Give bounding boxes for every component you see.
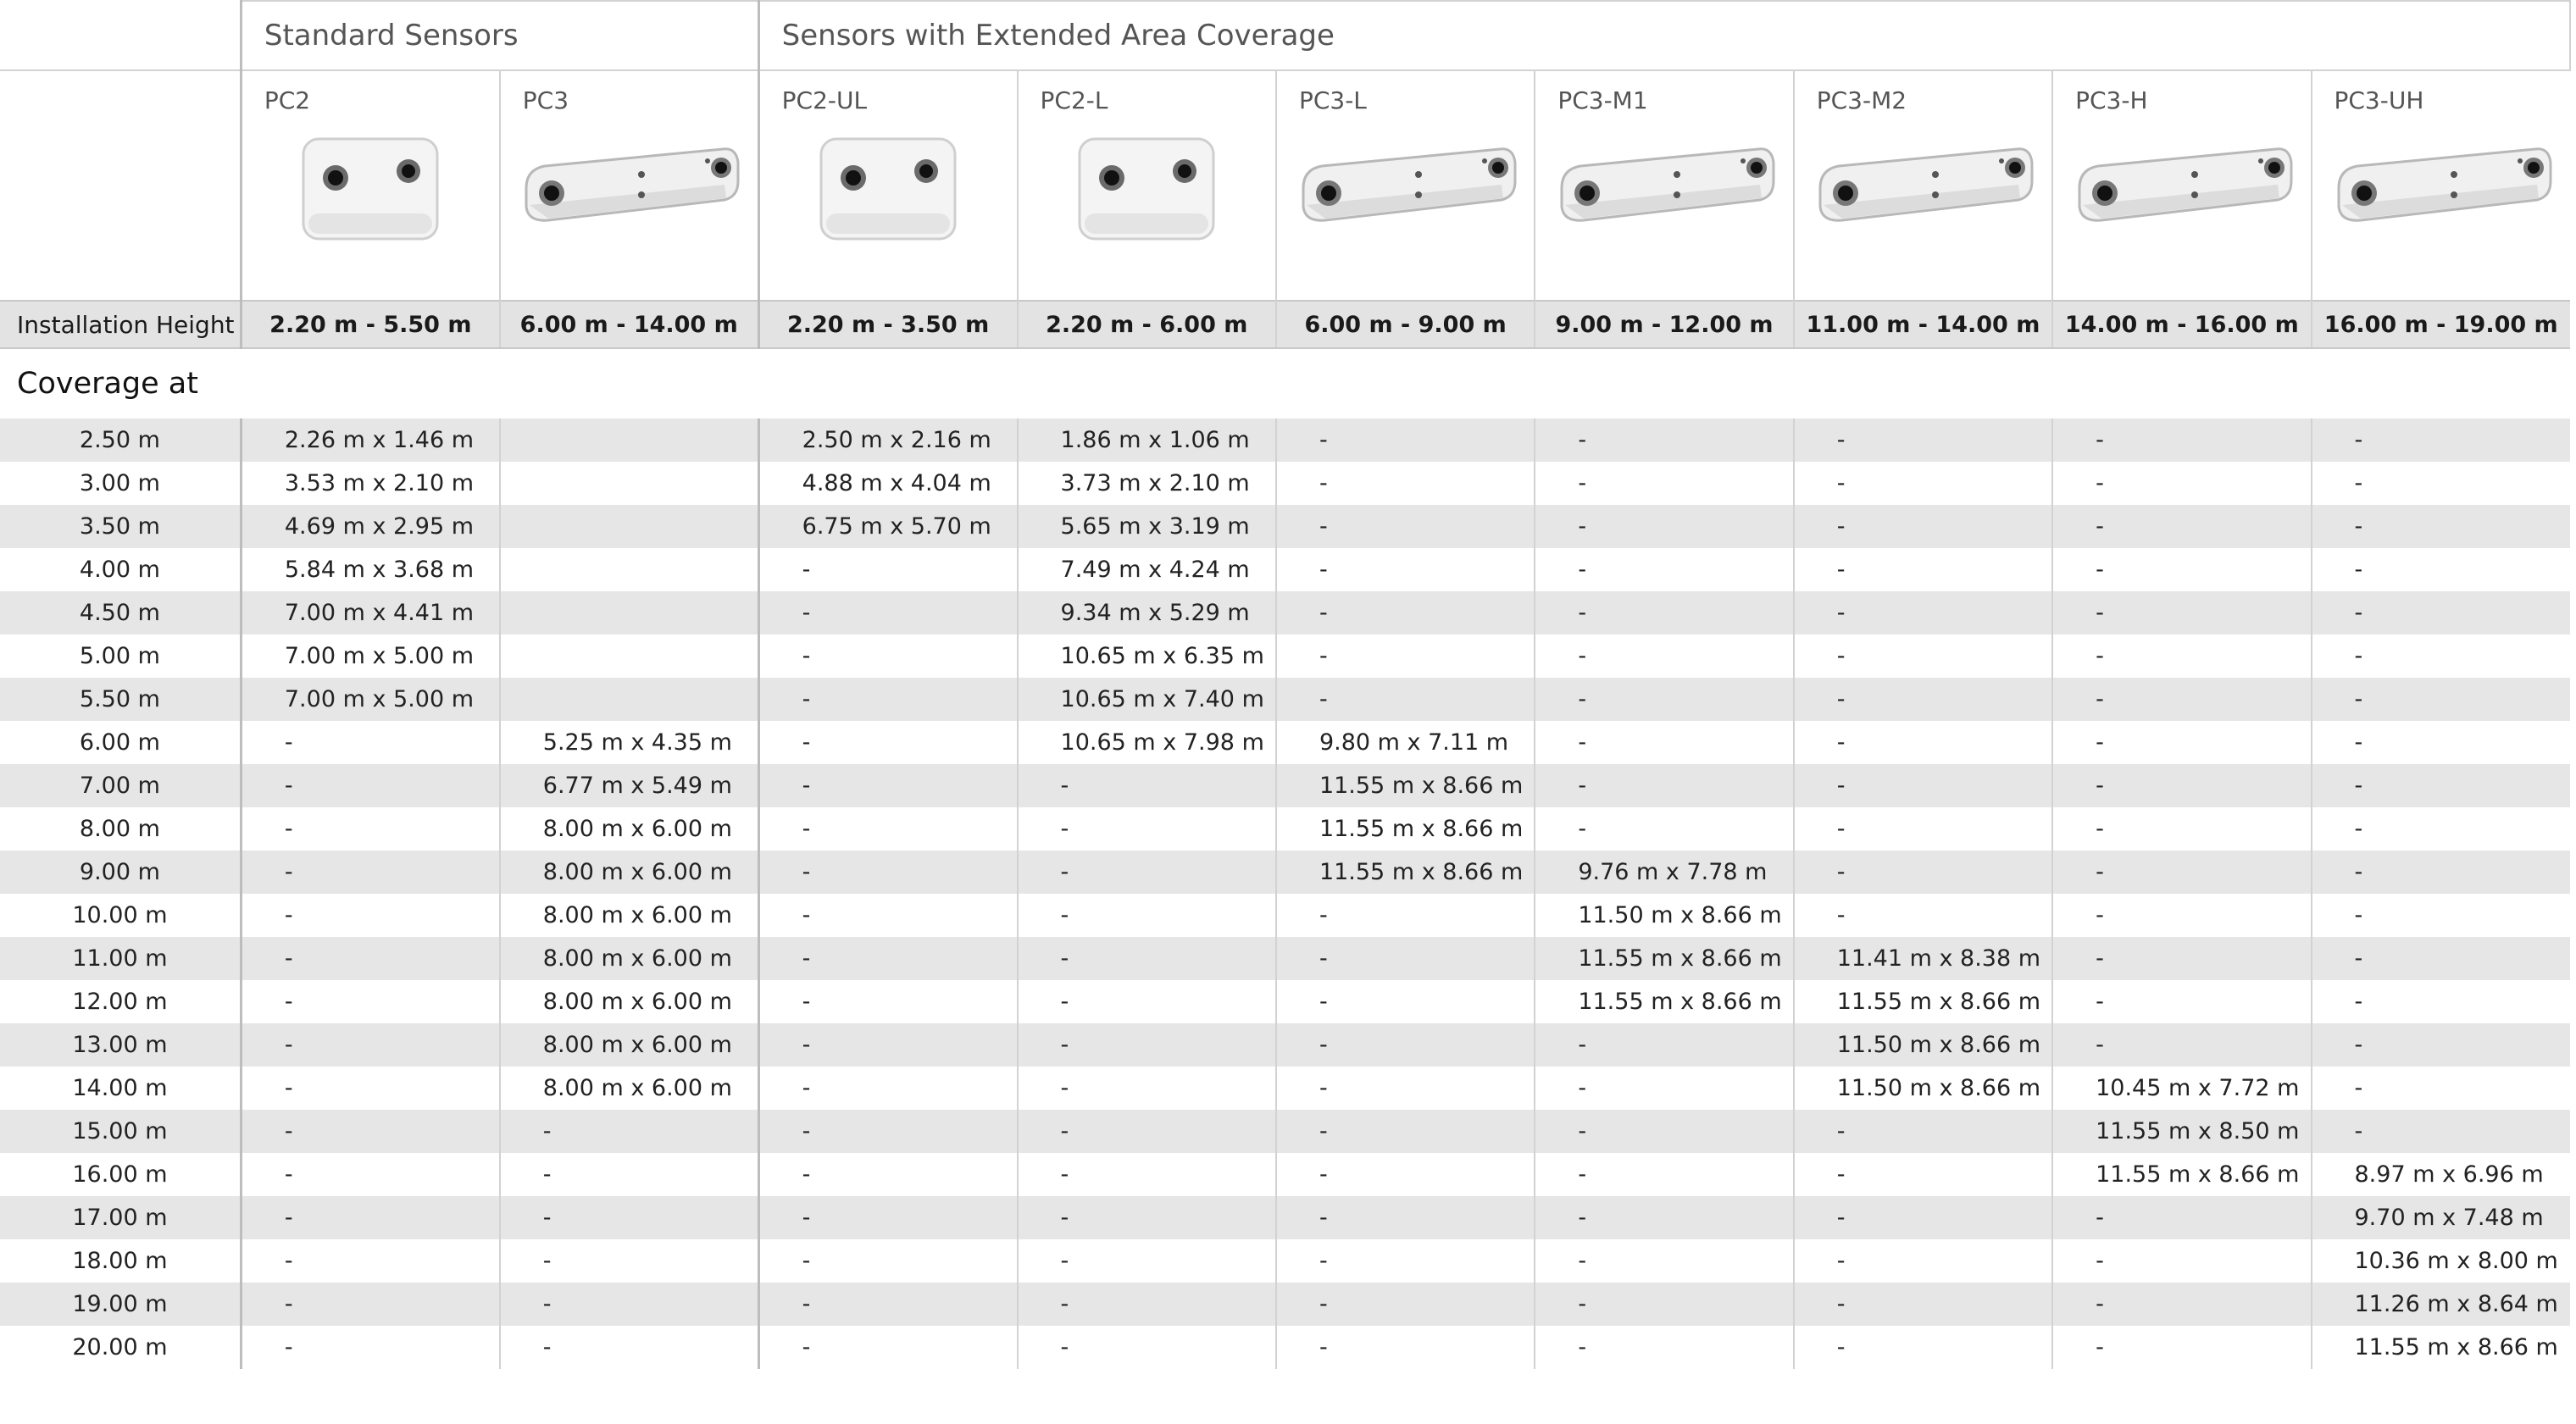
coverage-value: - xyxy=(1794,1196,2052,1239)
coverage-value: - xyxy=(1018,980,1276,1023)
coverage-value: - xyxy=(1794,764,2052,807)
coverage-value: - xyxy=(1535,1067,1793,1110)
coverage-value: - xyxy=(2052,1283,2311,1326)
mounting-height: 20.00 m xyxy=(0,1326,241,1369)
coverage-heading: Coverage at xyxy=(17,367,198,401)
coverage-value: - xyxy=(1535,418,1793,462)
coverage-value: - xyxy=(1018,1067,1276,1110)
coverage-value: - xyxy=(1794,807,2052,851)
coverage-value: - xyxy=(2312,462,2571,505)
coverage-value: - xyxy=(1794,678,2052,721)
coverage-value: - xyxy=(758,764,1017,807)
coverage-value: - xyxy=(1018,894,1276,937)
coverage-value xyxy=(500,505,758,548)
installation-height-value: 11.00 m - 14.00 m xyxy=(1794,301,2052,348)
coverage-value: - xyxy=(1276,418,1535,462)
coverage-value: - xyxy=(2312,505,2571,548)
coverage-value: - xyxy=(1535,678,1793,721)
coverage-value: 6.75 m x 5.70 m xyxy=(758,505,1017,548)
coverage-value: - xyxy=(1535,807,1793,851)
coverage-value: 11.55 m x 8.66 m xyxy=(1535,980,1793,1023)
sensor-image xyxy=(1535,120,1792,256)
coverage-value: - xyxy=(2052,937,2311,980)
coverage-value: - xyxy=(1535,548,1793,591)
coverage-value xyxy=(500,591,758,634)
coverage-row xyxy=(0,937,2570,980)
coverage-value: - xyxy=(1535,1023,1793,1067)
coverage-value: - xyxy=(1276,591,1535,634)
coverage-row xyxy=(0,505,2570,548)
mounting-height: 5.00 m xyxy=(0,634,241,678)
coverage-value: - xyxy=(241,1023,499,1067)
model-cell xyxy=(241,70,499,301)
coverage-value: - xyxy=(241,1239,499,1283)
coverage-value: - xyxy=(1535,1153,1793,1196)
coverage-row xyxy=(0,721,2570,764)
group-standard-sensors: Standard Sensors xyxy=(241,1,758,70)
model-name: PC2-UL xyxy=(781,86,868,114)
coverage-value: - xyxy=(1276,1283,1535,1326)
coverage-value: - xyxy=(1535,462,1793,505)
coverage-value: - xyxy=(2052,807,2311,851)
coverage-value: 11.55 m x 8.66 m xyxy=(2052,1153,2311,1196)
coverage-value: - xyxy=(241,1067,499,1110)
installation-height-value: 9.00 m - 12.00 m xyxy=(1535,301,1793,348)
coverage-value: - xyxy=(500,1326,758,1369)
coverage-value: - xyxy=(1018,1110,1276,1153)
coverage-value: - xyxy=(1794,894,2052,937)
coverage-value: - xyxy=(758,1283,1017,1326)
coverage-value: 11.55 m x 8.66 m xyxy=(1276,851,1535,894)
coverage-value: - xyxy=(758,1067,1017,1110)
coverage-value: - xyxy=(2052,418,2311,462)
coverage-row xyxy=(0,764,2570,807)
model-cell xyxy=(2312,70,2571,301)
coverage-value: - xyxy=(1794,1153,2052,1196)
coverage-value: - xyxy=(1276,1023,1535,1067)
coverage-value: 11.50 m x 8.66 m xyxy=(1535,894,1793,937)
coverage-heading-row xyxy=(0,348,2570,418)
installation-height-value: 2.20 m - 3.50 m xyxy=(758,301,1017,348)
coverage-value: - xyxy=(758,678,1017,721)
coverage-value: - xyxy=(2052,980,2311,1023)
coverage-value: - xyxy=(1276,937,1535,980)
coverage-value: - xyxy=(758,721,1017,764)
coverage-value: - xyxy=(1535,721,1793,764)
coverage-value: - xyxy=(1276,1153,1535,1196)
coverage-value: - xyxy=(1794,1326,2052,1369)
coverage-value: - xyxy=(500,1153,758,1196)
coverage-row xyxy=(0,851,2570,894)
coverage-row xyxy=(0,548,2570,591)
corner-cell xyxy=(0,1,241,70)
mounting-height: 8.00 m xyxy=(0,807,241,851)
mounting-height: 13.00 m xyxy=(0,1023,241,1067)
coverage-value: 5.25 m x 4.35 m xyxy=(500,721,758,764)
coverage-value: - xyxy=(1535,1196,1793,1239)
coverage-value xyxy=(500,418,758,462)
model-cell xyxy=(1535,70,1793,301)
coverage-value: 9.70 m x 7.48 m xyxy=(2312,1196,2571,1239)
coverage-row xyxy=(0,462,2570,505)
coverage-value: - xyxy=(1794,721,2052,764)
coverage-value: 8.97 m x 6.96 m xyxy=(2312,1153,2571,1196)
coverage-value: - xyxy=(1018,1023,1276,1067)
coverage-value: - xyxy=(1276,678,1535,721)
sensor-image xyxy=(1019,120,1275,256)
model-cell xyxy=(2052,70,2311,301)
coverage-value: - xyxy=(1276,1239,1535,1283)
coverage-value: 9.76 m x 7.78 m xyxy=(1535,851,1793,894)
coverage-value: - xyxy=(1018,807,1276,851)
coverage-row xyxy=(0,1196,2570,1239)
coverage-value: - xyxy=(1535,1283,1793,1326)
coverage-row xyxy=(0,1153,2570,1196)
coverage-value: - xyxy=(1535,764,1793,807)
sensor-image xyxy=(1795,120,2051,256)
coverage-value: - xyxy=(500,1239,758,1283)
model-name: PC3-M2 xyxy=(1816,86,1907,114)
coverage-value: - xyxy=(2312,807,2571,851)
coverage-value xyxy=(500,462,758,505)
coverage-value: 5.84 m x 3.68 m xyxy=(241,548,499,591)
coverage-value: - xyxy=(1276,1326,1535,1369)
installation-height-value: 2.20 m - 5.50 m xyxy=(241,301,499,348)
model-name: PC3-M1 xyxy=(1557,86,1648,114)
coverage-value: 11.50 m x 8.66 m xyxy=(1794,1067,2052,1110)
coverage-value: 8.00 m x 6.00 m xyxy=(500,851,758,894)
coverage-value: - xyxy=(2052,462,2311,505)
coverage-value: - xyxy=(1276,980,1535,1023)
model-name: PC2-L xyxy=(1040,86,1108,114)
mounting-height: 7.00 m xyxy=(0,764,241,807)
mounting-height: 19.00 m xyxy=(0,1283,241,1326)
installation-height-row xyxy=(0,301,2570,348)
coverage-value: 8.00 m x 6.00 m xyxy=(500,894,758,937)
coverage-value xyxy=(500,678,758,721)
coverage-row xyxy=(0,1239,2570,1283)
coverage-row xyxy=(0,1283,2570,1326)
coverage-value: - xyxy=(241,1196,499,1239)
coverage-value: 4.88 m x 4.04 m xyxy=(758,462,1017,505)
coverage-row xyxy=(0,1067,2570,1110)
coverage-value: - xyxy=(1276,1067,1535,1110)
mounting-height: 12.00 m xyxy=(0,980,241,1023)
coverage-value: - xyxy=(1018,851,1276,894)
coverage-value: - xyxy=(1276,548,1535,591)
coverage-value: - xyxy=(241,937,499,980)
coverage-value: - xyxy=(1794,851,2052,894)
mounting-height: 11.00 m xyxy=(0,937,241,980)
coverage-value: 5.65 m x 3.19 m xyxy=(1018,505,1276,548)
coverage-value: 8.00 m x 6.00 m xyxy=(500,1067,758,1110)
coverage-value: - xyxy=(2052,1023,2311,1067)
coverage-value xyxy=(500,634,758,678)
coverage-row xyxy=(0,678,2570,721)
coverage-value: 7.00 m x 4.41 m xyxy=(241,591,499,634)
coverage-value: - xyxy=(2312,678,2571,721)
coverage-row xyxy=(0,1110,2570,1153)
coverage-value: 10.65 m x 7.98 m xyxy=(1018,721,1276,764)
coverage-value: - xyxy=(241,1153,499,1196)
coverage-value: - xyxy=(1018,1239,1276,1283)
installation-height-value: 6.00 m - 9.00 m xyxy=(1276,301,1535,348)
coverage-value: - xyxy=(2052,505,2311,548)
model-name: PC2 xyxy=(264,86,311,114)
coverage-value: - xyxy=(2052,764,2311,807)
coverage-value: 11.55 m x 8.66 m xyxy=(1276,807,1535,851)
model-cell xyxy=(1794,70,2052,301)
coverage-value: - xyxy=(1535,1239,1793,1283)
installation-height-value: 2.20 m - 6.00 m xyxy=(1018,301,1276,348)
model-cell xyxy=(1276,70,1535,301)
coverage-value: 10.65 m x 7.40 m xyxy=(1018,678,1276,721)
coverage-value: - xyxy=(241,1326,499,1369)
installation-height-value: 16.00 m - 19.00 m xyxy=(2312,301,2571,348)
model-name: PC3-L xyxy=(1298,86,1367,114)
coverage-value: - xyxy=(241,851,499,894)
coverage-value: - xyxy=(2312,1023,2571,1067)
coverage-value: - xyxy=(1794,591,2052,634)
coverage-value: - xyxy=(2052,548,2311,591)
coverage-value: - xyxy=(2312,634,2571,678)
sensor-image xyxy=(760,120,1017,256)
model-name: PC3 xyxy=(522,86,569,114)
coverage-value: - xyxy=(2312,851,2571,894)
model-cell xyxy=(1018,70,1276,301)
coverage-value: - xyxy=(758,634,1017,678)
coverage-value: - xyxy=(758,591,1017,634)
coverage-value: - xyxy=(2312,548,2571,591)
coverage-value: - xyxy=(758,807,1017,851)
coverage-value: - xyxy=(1535,1326,1793,1369)
model-cell xyxy=(758,70,1017,301)
coverage-value: - xyxy=(2052,591,2311,634)
coverage-value: 11.55 m x 8.66 m xyxy=(1535,937,1793,980)
mounting-height: 17.00 m xyxy=(0,1196,241,1239)
mounting-height: 18.00 m xyxy=(0,1239,241,1283)
coverage-value: - xyxy=(500,1283,758,1326)
coverage-value: - xyxy=(1276,634,1535,678)
coverage-value: - xyxy=(758,980,1017,1023)
coverage-value: - xyxy=(1794,462,2052,505)
coverage-row xyxy=(0,1023,2570,1067)
coverage-value: - xyxy=(2052,894,2311,937)
coverage-value: - xyxy=(241,1283,499,1326)
coverage-value: - xyxy=(1276,1110,1535,1153)
coverage-value: 7.00 m x 5.00 m xyxy=(241,634,499,678)
group-header-row xyxy=(0,1,2570,70)
mounting-height: 5.50 m xyxy=(0,678,241,721)
mounting-height: 16.00 m xyxy=(0,1153,241,1196)
coverage-value: 11.55 m x 8.66 m xyxy=(1794,980,2052,1023)
coverage-value: - xyxy=(2052,721,2311,764)
sensor-image xyxy=(2312,120,2571,256)
coverage-value: - xyxy=(2312,418,2571,462)
coverage-value: 7.49 m x 4.24 m xyxy=(1018,548,1276,591)
model-row xyxy=(0,70,2570,301)
coverage-value: - xyxy=(2312,721,2571,764)
coverage-value: 8.00 m x 6.00 m xyxy=(500,1023,758,1067)
coverage-value: - xyxy=(2052,634,2311,678)
coverage-row xyxy=(0,1326,2570,1369)
coverage-value: - xyxy=(2052,1239,2311,1283)
coverage-row xyxy=(0,980,2570,1023)
coverage-value: - xyxy=(2312,591,2571,634)
coverage-value: - xyxy=(1794,418,2052,462)
sensor-image xyxy=(1277,120,1534,256)
coverage-value: 11.26 m x 8.64 m xyxy=(2312,1283,2571,1326)
coverage-value: 8.00 m x 6.00 m xyxy=(500,807,758,851)
mounting-height: 10.00 m xyxy=(0,894,241,937)
mounting-height: 4.50 m xyxy=(0,591,241,634)
model-corner-cell xyxy=(0,70,241,301)
coverage-value: - xyxy=(2312,894,2571,937)
coverage-value: - xyxy=(758,894,1017,937)
mounting-height: 2.50 m xyxy=(0,418,241,462)
coverage-value: - xyxy=(1535,591,1793,634)
mounting-height: 4.00 m xyxy=(0,548,241,591)
coverage-value: - xyxy=(241,721,499,764)
coverage-value: - xyxy=(1018,937,1276,980)
coverage-value: - xyxy=(758,1110,1017,1153)
coverage-value: - xyxy=(2312,1110,2571,1153)
coverage-value: - xyxy=(1276,894,1535,937)
coverage-value xyxy=(500,548,758,591)
coverage-value: 1.86 m x 1.06 m xyxy=(1018,418,1276,462)
sensor-image xyxy=(501,120,758,256)
mounting-height: 3.50 m xyxy=(0,505,241,548)
coverage-value: 9.34 m x 5.29 m xyxy=(1018,591,1276,634)
coverage-value: 2.50 m x 2.16 m xyxy=(758,418,1017,462)
sensor-image xyxy=(242,120,499,256)
mounting-height: 15.00 m xyxy=(0,1110,241,1153)
coverage-value: - xyxy=(1535,634,1793,678)
coverage-value: 11.55 m x 8.50 m xyxy=(2052,1110,2311,1153)
coverage-value: - xyxy=(1018,764,1276,807)
coverage-value: - xyxy=(1018,1326,1276,1369)
coverage-value: 9.80 m x 7.11 m xyxy=(1276,721,1535,764)
coverage-value: 8.00 m x 6.00 m xyxy=(500,980,758,1023)
installation-height-value: 6.00 m - 14.00 m xyxy=(500,301,758,348)
sensor-image xyxy=(2053,120,2310,256)
coverage-value: 11.55 m x 8.66 m xyxy=(2312,1326,2571,1369)
coverage-value: - xyxy=(241,894,499,937)
coverage-value: - xyxy=(2052,678,2311,721)
coverage-value: 4.69 m x 2.95 m xyxy=(241,505,499,548)
coverage-value: - xyxy=(758,1153,1017,1196)
group-extended-sensors: Sensors with Extended Area Coverage xyxy=(758,1,2570,70)
coverage-value: - xyxy=(1535,505,1793,548)
coverage-value: - xyxy=(2052,1196,2311,1239)
coverage-value: - xyxy=(758,937,1017,980)
coverage-value: - xyxy=(1276,1196,1535,1239)
coverage-value: - xyxy=(2312,937,2571,980)
coverage-value: 3.53 m x 2.10 m xyxy=(241,462,499,505)
coverage-value: - xyxy=(1794,634,2052,678)
coverage-value: - xyxy=(2312,1067,2571,1110)
model-name: PC3-H xyxy=(2075,86,2148,114)
coverage-value: 11.55 m x 8.66 m xyxy=(1276,764,1535,807)
coverage-row xyxy=(0,634,2570,678)
coverage-value: - xyxy=(758,1239,1017,1283)
coverage-value: - xyxy=(241,764,499,807)
coverage-value: - xyxy=(241,980,499,1023)
mounting-height: 3.00 m xyxy=(0,462,241,505)
coverage-value: 3.73 m x 2.10 m xyxy=(1018,462,1276,505)
coverage-row xyxy=(0,894,2570,937)
installation-height-value: 14.00 m - 16.00 m xyxy=(2052,301,2311,348)
coverage-value: 7.00 m x 5.00 m xyxy=(241,678,499,721)
mounting-height: 6.00 m xyxy=(0,721,241,764)
coverage-value: - xyxy=(1018,1283,1276,1326)
model-cell xyxy=(500,70,758,301)
coverage-value: - xyxy=(758,1326,1017,1369)
coverage-value: - xyxy=(241,1110,499,1153)
coverage-value: - xyxy=(2052,1326,2311,1369)
mounting-height: 9.00 m xyxy=(0,851,241,894)
coverage-value: - xyxy=(1276,462,1535,505)
coverage-value: - xyxy=(1794,505,2052,548)
coverage-row xyxy=(0,418,2570,462)
coverage-value: - xyxy=(2312,764,2571,807)
coverage-value: - xyxy=(1018,1153,1276,1196)
coverage-value: - xyxy=(1794,1283,2052,1326)
coverage-value: - xyxy=(1276,505,1535,548)
coverage-value: 11.41 m x 8.38 m xyxy=(1794,937,2052,980)
coverage-value: - xyxy=(1794,1110,2052,1153)
coverage-value: - xyxy=(1018,1196,1276,1239)
coverage-value: - xyxy=(758,548,1017,591)
coverage-value: 6.77 m x 5.49 m xyxy=(500,764,758,807)
coverage-value: - xyxy=(1794,548,2052,591)
mounting-height: 14.00 m xyxy=(0,1067,241,1110)
coverage-row xyxy=(0,807,2570,851)
coverage-value: 8.00 m x 6.00 m xyxy=(500,937,758,980)
coverage-value: - xyxy=(500,1196,758,1239)
coverage-row xyxy=(0,591,2570,634)
coverage-value: 2.26 m x 1.46 m xyxy=(241,418,499,462)
coverage-value: - xyxy=(241,807,499,851)
coverage-value: 10.36 m x 8.00 m xyxy=(2312,1239,2571,1283)
model-name: PC3-UH xyxy=(2334,86,2424,114)
coverage-value: - xyxy=(758,1023,1017,1067)
coverage-value: 11.50 m x 8.66 m xyxy=(1794,1023,2052,1067)
coverage-value: - xyxy=(758,851,1017,894)
coverage-value: - xyxy=(500,1110,758,1153)
installation-height-label: Installation Height xyxy=(0,301,241,348)
coverage-value: - xyxy=(1794,1239,2052,1283)
coverage-value: - xyxy=(2312,980,2571,1023)
coverage-value: - xyxy=(2052,851,2311,894)
coverage-value: - xyxy=(1535,1110,1793,1153)
coverage-value: 10.65 m x 6.35 m xyxy=(1018,634,1276,678)
coverage-value: 10.45 m x 7.72 m xyxy=(2052,1067,2311,1110)
coverage-value: - xyxy=(758,1196,1017,1239)
